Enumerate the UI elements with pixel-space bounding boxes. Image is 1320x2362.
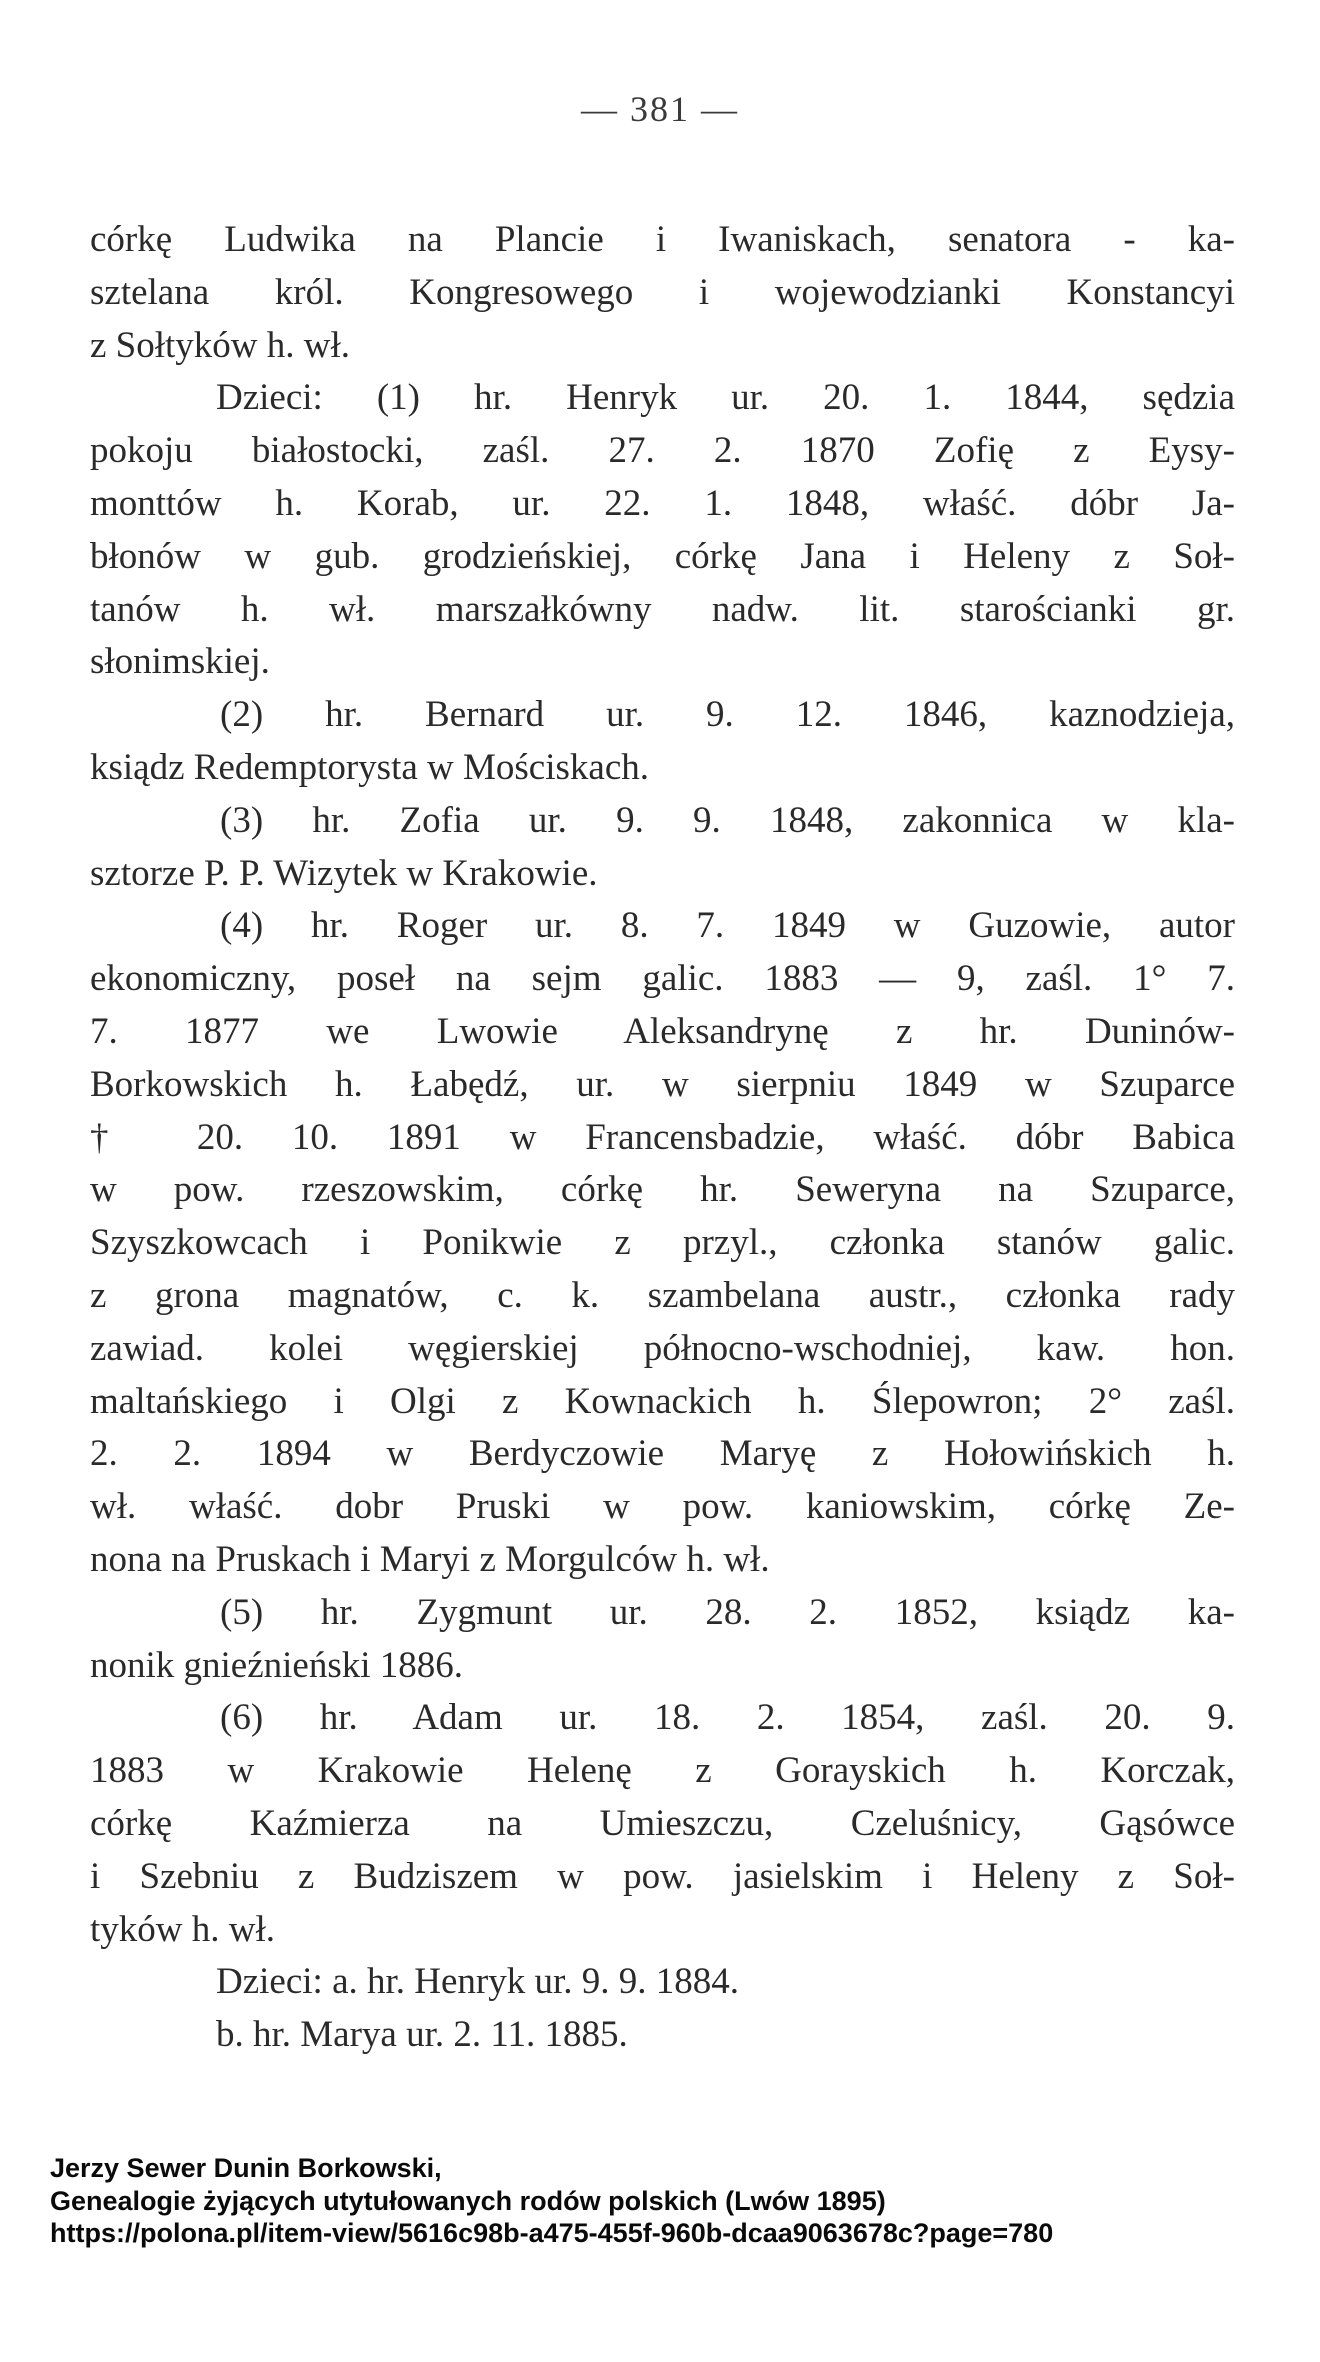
text-line: córkę Kaźmierza na Umieszczu, Czeluśnicy, Gąsówce	[90, 1802, 1235, 1844]
text-line: pokoju białostocki, zaśl. 27. 2. 1870 Zofię z Eysy-	[90, 430, 1235, 472]
text-line: i Szebniu z Budziszem w pow. jasielskim i Heleny z Soł-	[90, 1855, 1235, 1897]
text-line: Dzieci: (1) hr. Henryk ur. 20. 1. 1844, sędzia	[216, 377, 1235, 419]
text-line: Szyszkowcach i Ponikwie z przyl., członka stanów galic.	[90, 1222, 1235, 1264]
citation-url[interactable]: https://polona.pl/item-view/5616c98b-a475-455f-960b-dcaa9063678c?page=780	[50, 2218, 1054, 2248]
text-line: (6) hr. Adam ur. 18. 2. 1854, zaśl. 20. 9.	[220, 1697, 1235, 1739]
text-line: sztelana król. Kongresowego i wojewodzianki Konstancyi	[90, 271, 1235, 313]
text-line: z Sołtyków h. wł.	[90, 324, 351, 366]
text-line: b. hr. Marya ur. 2. 11. 1885.	[216, 2014, 628, 2056]
text-line: Dzieci: a. hr. Henryk ur. 9. 9. 1884.	[216, 1961, 740, 2003]
text-line: 2. 2. 1894 w Berdyczowie Maryę z Hołowińskich h.	[90, 1433, 1235, 1475]
text-line: Borkowskich h. Łabędź, ur. w sierpniu 1849 w Szuparce	[90, 1063, 1235, 1105]
text-line: tyków h. wł.	[90, 1908, 275, 1950]
text-line: wł. właść. dobr Pruski w pow. kaniowskim, córkę Ze-	[90, 1486, 1235, 1528]
citation-title: Genealogie żyjących utytułowanych rodów polskich (Lwów 1895)	[50, 2185, 886, 2216]
text-line: (2) hr. Bernard ur. 9. 12. 1846, kaznodzieja,	[220, 694, 1235, 736]
text-line: 1883 w Krakowie Helenę z Gorayskich h. Korczak,	[90, 1750, 1235, 1792]
text-line: błonów w gub. grodzieńskiej, córkę Jana i Heleny z Soł-	[90, 535, 1235, 577]
citation-author: Jerzy Sewer Dunin Borkowski,	[50, 2153, 442, 2183]
text-line: (3) hr. Zofia ur. 9. 9. 1848, zakonnica w kla-	[220, 799, 1235, 841]
text-line: ekonomiczny, poseł na sejm galic. 1883 — 9, zaśl. 1° 7.	[90, 958, 1235, 1000]
text-line: nona na Pruskach i Maryi z Morgulców h. wł.	[90, 1538, 770, 1580]
body-text	[90, 214, 1235, 2062]
text-line: (5) hr. Zygmunt ur. 28. 2. 1852, ksiądz ka-	[220, 1591, 1235, 1633]
text-line: tanów h. wł. marszałkówny nadw. lit. starościanki gr.	[90, 588, 1235, 630]
text-line: z grona magnatów, c. k. szambelana austr., członka rady	[90, 1274, 1235, 1316]
text-line: w pow. rzeszowskim, córkę hr. Seweryna na Szuparce,	[90, 1169, 1235, 1211]
source-citation	[50, 2152, 1053, 2250]
text-line: słonimskiej.	[90, 641, 270, 683]
page-number: — 381 —	[581, 89, 739, 129]
text-line: zawiad. kolei węgierskiej północno-wschodniej, kaw. hon.	[90, 1327, 1235, 1369]
text-line: sztorze P. P. Wizytek w Krakowie.	[90, 852, 598, 894]
text-line: maltańskiego i Olgi z Kownackich h. Ślepowron; 2° zaśl.	[90, 1380, 1235, 1422]
text-line: (4) hr. Roger ur. 8. 7. 1849 w Guzowie, autor	[220, 905, 1235, 947]
text-line: nonik gnieźnieński 1886.	[90, 1644, 464, 1686]
text-line: † 20. 10. 1891 w Francensbadzie, właść. dóbr Babica	[90, 1116, 1235, 1158]
text-line: monttów h. Korab, ur. 22. 1. 1848, właść. dóbr Ja-	[90, 482, 1235, 524]
text-line: ksiądz Redemptorysta w Mościskach.	[90, 746, 649, 788]
text-line: córkę Ludwika na Plancie i Iwaniskach, senatora - ka-	[90, 219, 1235, 260]
text-line: 7. 1877 we Lwowie Aleksandrynę z hr. Duninów-	[90, 1010, 1235, 1052]
